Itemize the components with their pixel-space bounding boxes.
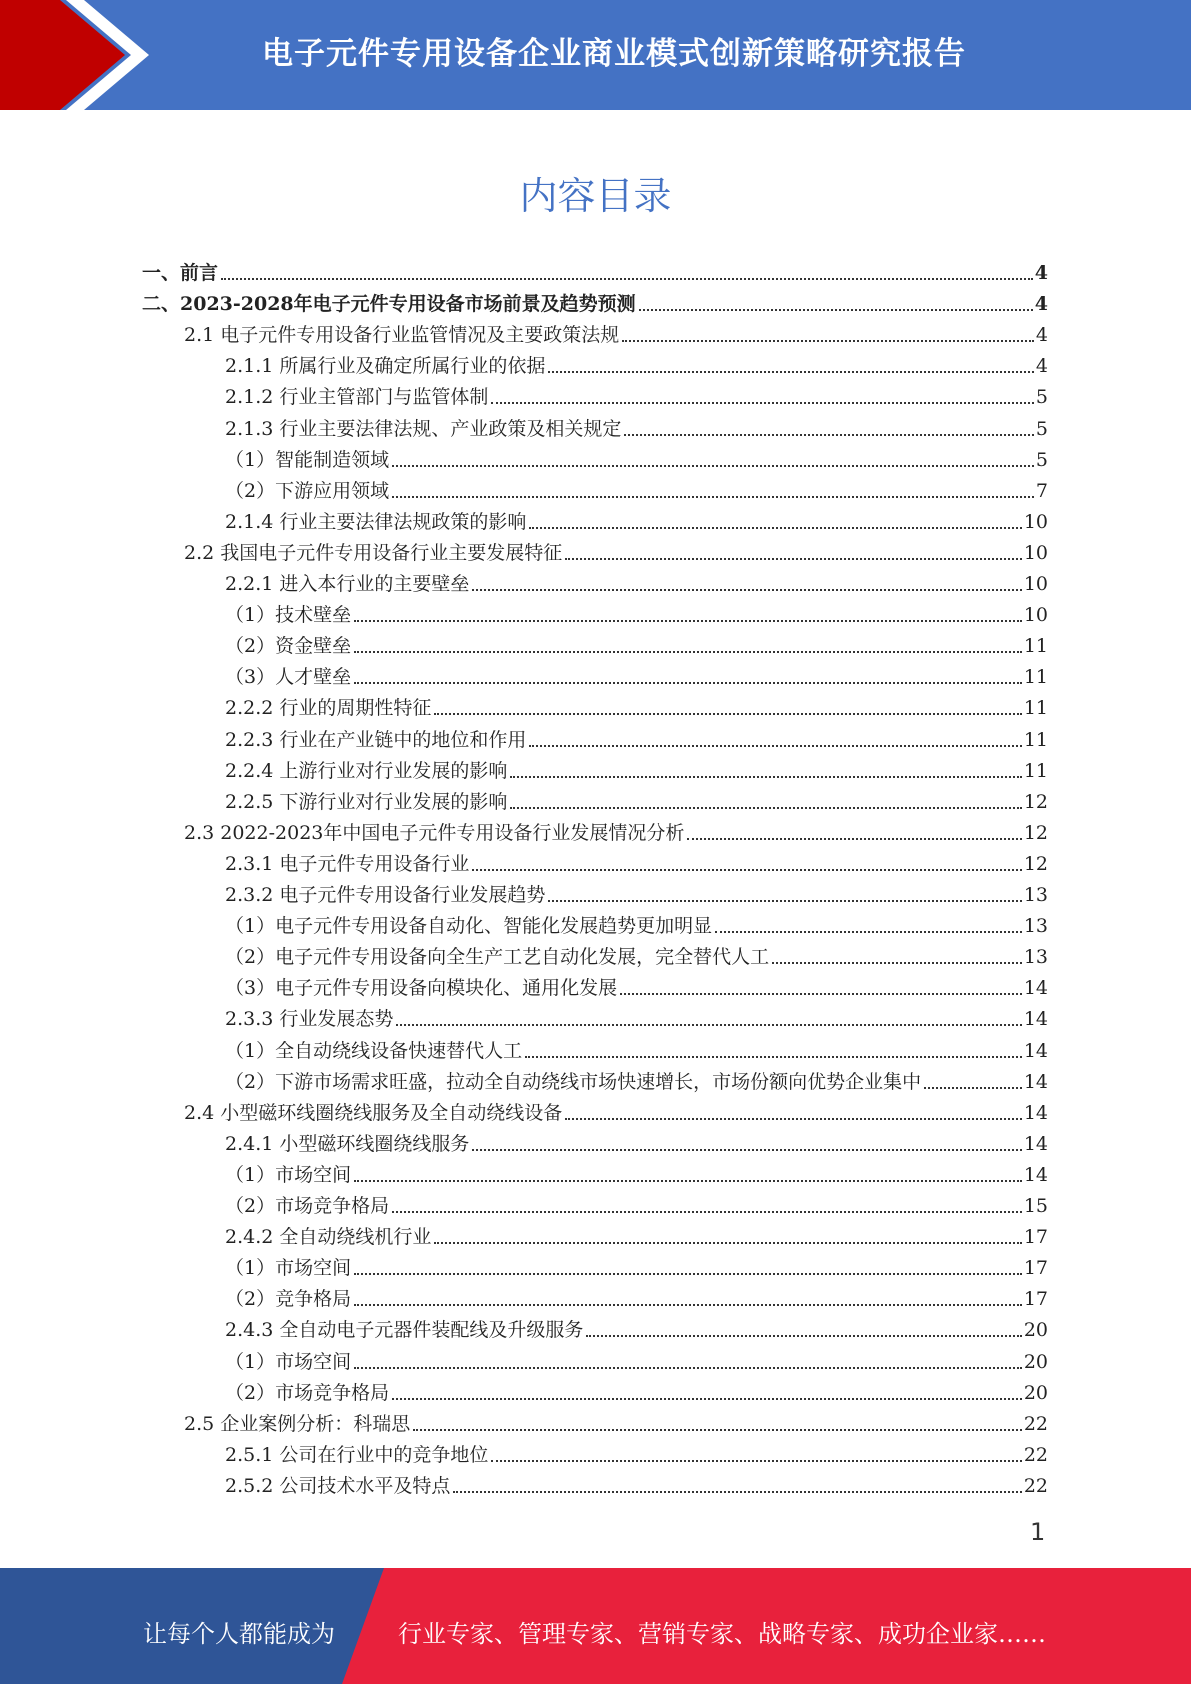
toc-entry-label: 2.1 电子元件专用设备行业监管情况及主要政策法规 (184, 324, 620, 347)
toc-leader-dots (586, 1335, 1021, 1337)
toc-entry-label: 2.4.1 小型磁环线圈绕线服务 (225, 1132, 470, 1155)
toc-entry-page: 12 (1023, 821, 1048, 844)
toc-entry[interactable] (225, 503, 1048, 534)
toc-entry-page: 11 (1023, 697, 1048, 720)
toc-leader-dots (639, 309, 1033, 311)
toc-entry[interactable] (225, 721, 1048, 752)
toc-entry[interactable] (225, 1467, 1048, 1498)
toc-leader-dots (354, 1273, 1022, 1275)
toc-leader-dots (396, 1024, 1021, 1026)
toc-entry-label: 2.4 小型磁环线圈绕线服务及全自动绕线设备 (184, 1101, 563, 1124)
toc-entry-page: 4 (1034, 262, 1048, 284)
toc-entry-label: （1）市场空间 (225, 1257, 352, 1280)
toc-entry-label: 2.5.1 公司在行业中的竞争地位 (225, 1443, 489, 1466)
toc-entry-label: （1）技术壁垒 (225, 604, 352, 627)
toc-entry-page: 14 (1023, 1039, 1048, 1062)
toc-entry[interactable] (225, 565, 1048, 596)
toc-leader-dots (354, 1180, 1022, 1182)
toc-entry-label: 2.1.2 行业主管部门与监管体制 (225, 386, 489, 409)
toc-leader-dots (392, 1398, 1022, 1400)
toc-entry-page: 10 (1023, 604, 1048, 627)
toc-entry[interactable] (225, 441, 1048, 472)
toc-entry[interactable] (225, 1032, 1048, 1063)
toc-entry-page: 13 (1023, 915, 1048, 938)
toc-entry[interactable] (225, 596, 1048, 627)
toc-entry-page: 4 (1035, 324, 1048, 347)
toc-leader-dots (453, 1491, 1021, 1493)
toc-entry[interactable] (225, 1343, 1048, 1374)
toc-entry[interactable] (142, 285, 1048, 316)
toc-entry-page: 14 (1023, 977, 1048, 1000)
toc-entry[interactable] (225, 1000, 1048, 1031)
toc-entry-page: 11 (1023, 759, 1048, 782)
header-arrow-decoration (0, 0, 170, 110)
toc-entry[interactable] (225, 1125, 1048, 1156)
toc-entry[interactable] (225, 938, 1048, 969)
toc-leader-dots (510, 807, 1021, 809)
toc-entry-label: （1）电子元件专用设备自动化、智能化发展趋势更加明显 (225, 915, 713, 938)
toc-leader-dots (472, 1149, 1021, 1151)
toc-entry[interactable] (225, 783, 1048, 814)
toc-entry-page: 11 (1023, 635, 1048, 658)
toc-entry-label: 2.3.1 电子元件专用设备行业 (225, 852, 470, 875)
toc-entry-label: 2.1.3 行业主要法律法规、产业政策及相关规定 (225, 417, 622, 440)
toc-entry-label: （2）下游应用领域 (225, 479, 390, 502)
toc-entry-page: 10 (1023, 510, 1048, 533)
toc-entry-label: （3）电子元件专用设备向模块化、通用化发展 (225, 977, 618, 1000)
toc-leader-dots (354, 682, 1022, 684)
toc-entry-label: （1）全自动绕线设备快速替代人工 (225, 1039, 523, 1062)
toc-entry-page: 5 (1035, 417, 1048, 440)
toc-entry-page: 17 (1023, 1226, 1048, 1249)
toc-leader-dots (392, 465, 1034, 467)
toc-entry-label: 2.2 我国电子元件专用设备行业主要发展特征 (184, 541, 563, 564)
toc-leader-dots (354, 1304, 1022, 1306)
toc-entry-label: 2.5 企业案例分析：科瑞思 (184, 1412, 411, 1435)
toc-entry[interactable] (225, 1249, 1048, 1280)
toc-entry-page: 22 (1023, 1412, 1048, 1435)
toc-entry-label: 2.2.2 行业的周期性特征 (225, 697, 432, 720)
toc-leader-dots (413, 1429, 1022, 1431)
toc-entry[interactable] (225, 689, 1048, 720)
toc-leader-dots (565, 558, 1022, 560)
toc-entry[interactable] (225, 1436, 1048, 1467)
toc-entry[interactable] (225, 410, 1048, 441)
toc-leader-dots (392, 1211, 1022, 1213)
toc-entry[interactable] (184, 534, 1048, 565)
toc-entry-label: （1）智能制造领域 (225, 448, 390, 471)
toc-leader-dots (491, 402, 1034, 404)
toc-entry-page: 7 (1035, 479, 1048, 502)
toc-entry-label: 2.2.3 行业在产业链中的地位和作用 (225, 728, 527, 751)
toc-entry[interactable] (225, 1063, 1048, 1094)
page-header (0, 0, 1191, 110)
toc-entry-label: 2.3.2 电子元件专用设备行业发展趋势 (225, 884, 546, 906)
toc-entry[interactable] (225, 1187, 1048, 1218)
toc-entry[interactable] (225, 845, 1048, 876)
toc-entry-page: 14 (1023, 1101, 1048, 1124)
toc-entry-label: 2.4.2 全自动绕线机行业 (225, 1226, 432, 1249)
toc-entry-label: 2.5.2 公司技术水平及特点 (225, 1474, 451, 1497)
toc-leader-dots (354, 620, 1022, 622)
toc-entry[interactable] (225, 969, 1048, 1000)
page-footer (0, 1568, 1191, 1684)
toc-entry-page: 4 (1035, 355, 1048, 378)
toc-leader-dots (529, 527, 1021, 529)
toc-entry[interactable] (225, 1156, 1048, 1187)
toc-entry[interactable] (225, 876, 1048, 907)
toc-entry-label: （2）下游市场需求旺盛，拉动全自动绕线市场快速增长，市场份额向优势企业集中 (225, 1070, 922, 1093)
toc-leader-dots (434, 1242, 1021, 1244)
toc-entry-page: 12 (1023, 852, 1048, 875)
toc-entry-label: （2）电子元件专用设备向全生产工艺自动化发展，完全替代人工 (225, 946, 770, 969)
toc-entry-page: 15 (1023, 1195, 1048, 1217)
toc-leader-dots (548, 900, 1021, 902)
toc-leader-dots (772, 962, 1022, 964)
toc-leader-dots (924, 1087, 1022, 1089)
toc-entry[interactable] (225, 347, 1048, 378)
toc-entry[interactable] (142, 254, 1048, 285)
toc-entry-page: 10 (1023, 573, 1048, 595)
toc-entry[interactable] (225, 1374, 1048, 1405)
toc-entry[interactable] (225, 752, 1048, 783)
toc-leader-dots (620, 993, 1022, 995)
toc-entry[interactable] (225, 627, 1048, 658)
toc-entry-label: 2.3.3 行业发展态势 (225, 1008, 394, 1031)
toc-entry-label: 2.2.5 下游行业对行业发展的影响 (225, 790, 508, 813)
toc-entry-label: （2）市场竞争格局 (225, 1195, 390, 1217)
toc-leader-dots (491, 1460, 1021, 1462)
toc-leader-dots (354, 1367, 1022, 1369)
footer-slogan-left: 让每个人都能成为 (143, 1620, 335, 1648)
toc-leader-dots (472, 589, 1021, 591)
toc-entry[interactable] (184, 1405, 1048, 1436)
toc-entry-page: 11 (1023, 666, 1048, 689)
toc-entry-label: （2）竞争格局 (225, 1288, 352, 1311)
toc-entry-page: 10 (1023, 541, 1048, 564)
toc-entry[interactable] (184, 1094, 1048, 1125)
toc-entry-label: 2.4.3 全自动电子元器件装配线及升级服务 (225, 1319, 584, 1342)
toc-leader-dots (548, 371, 1034, 373)
toc-leader-dots (715, 931, 1022, 933)
page-number: 1 (1030, 1518, 1046, 1546)
toc-entry[interactable] (225, 378, 1048, 409)
toc-leader-dots (565, 1118, 1022, 1120)
toc-entry-label: 一、前言 (142, 262, 219, 284)
toc-leader-dots (622, 340, 1034, 342)
toc-entry-label: 2.1.1 所属行业及确定所属行业的依据 (225, 355, 546, 378)
toc-entry-label: （2）资金壁垒 (225, 635, 352, 658)
toc-entry-page: 13 (1023, 884, 1048, 906)
toc-leader-dots (529, 745, 1021, 747)
toc-entry-page: 20 (1023, 1350, 1048, 1373)
toc-leader-dots (687, 838, 1021, 840)
toc-entry-label: （2）市场竞争格局 (225, 1381, 390, 1404)
toc-entry[interactable] (184, 316, 1048, 347)
toc-entry-page: 5 (1035, 448, 1048, 471)
toc-entry-page: 4 (1034, 293, 1048, 316)
toc-entry-label: 二、2023-2028年电子元件专用设备市场前景及趋势预测 (142, 293, 636, 316)
toc-entry-label: （1）市场空间 (225, 1350, 352, 1373)
toc-leader-dots (221, 278, 1033, 280)
toc-entry-page: 13 (1023, 946, 1048, 969)
toc-entry-label: （3）人才壁垒 (225, 666, 352, 689)
toc-entry-label: 2.1.4 行业主要法律法规政策的影响 (225, 510, 527, 533)
toc-entry-page: 14 (1023, 1132, 1048, 1155)
toc-leader-dots (434, 713, 1021, 715)
toc-entry-page: 22 (1023, 1474, 1048, 1497)
toc-entry-page: 14 (1023, 1008, 1048, 1031)
toc-entry[interactable] (225, 907, 1048, 938)
toc-entry-page: 20 (1023, 1381, 1048, 1404)
toc-heading: 内容目录 (519, 174, 672, 218)
toc-leader-dots (624, 434, 1034, 436)
toc-entry-page: 5 (1035, 386, 1048, 409)
toc-entry-label: 2.3 2022-2023年中国电子元件专用设备行业发展情况分析 (184, 821, 685, 844)
toc-entry-page: 14 (1023, 1163, 1048, 1186)
toc-entry-label: 2.2.1 进入本行业的主要壁垒 (225, 573, 470, 595)
toc-leader-dots (392, 496, 1034, 498)
toc-entry-page: 12 (1023, 790, 1048, 813)
toc-entry-page: 11 (1023, 728, 1048, 751)
toc-entry[interactable] (225, 1311, 1048, 1342)
toc-entry[interactable] (225, 658, 1048, 689)
toc-entry-label: 2.2.4 上游行业对行业发展的影响 (225, 759, 508, 782)
footer-slogan-right: 行业专家、管理专家、营销专家、战略专家、成功企业家…… (398, 1620, 1046, 1648)
report-title: 电子元件专用设备企业商业模式创新策略研究报告 (262, 36, 966, 72)
toc-leader-dots (472, 869, 1021, 871)
toc-entry-page: 17 (1023, 1288, 1048, 1311)
toc-entry[interactable] (225, 1218, 1048, 1249)
toc-leader-dots (354, 651, 1022, 653)
toc-entry[interactable] (184, 814, 1048, 845)
toc-leader-dots (525, 1056, 1022, 1058)
toc-entry-page: 22 (1023, 1443, 1048, 1466)
toc-entry-page: 17 (1023, 1257, 1048, 1280)
toc-entry-page: 14 (1023, 1070, 1048, 1093)
toc-entry[interactable] (225, 1280, 1048, 1311)
toc-entry-label: （1）市场空间 (225, 1163, 352, 1186)
toc-entry[interactable] (225, 472, 1048, 503)
toc-entry-page: 20 (1023, 1319, 1048, 1342)
toc-leader-dots (510, 776, 1021, 778)
